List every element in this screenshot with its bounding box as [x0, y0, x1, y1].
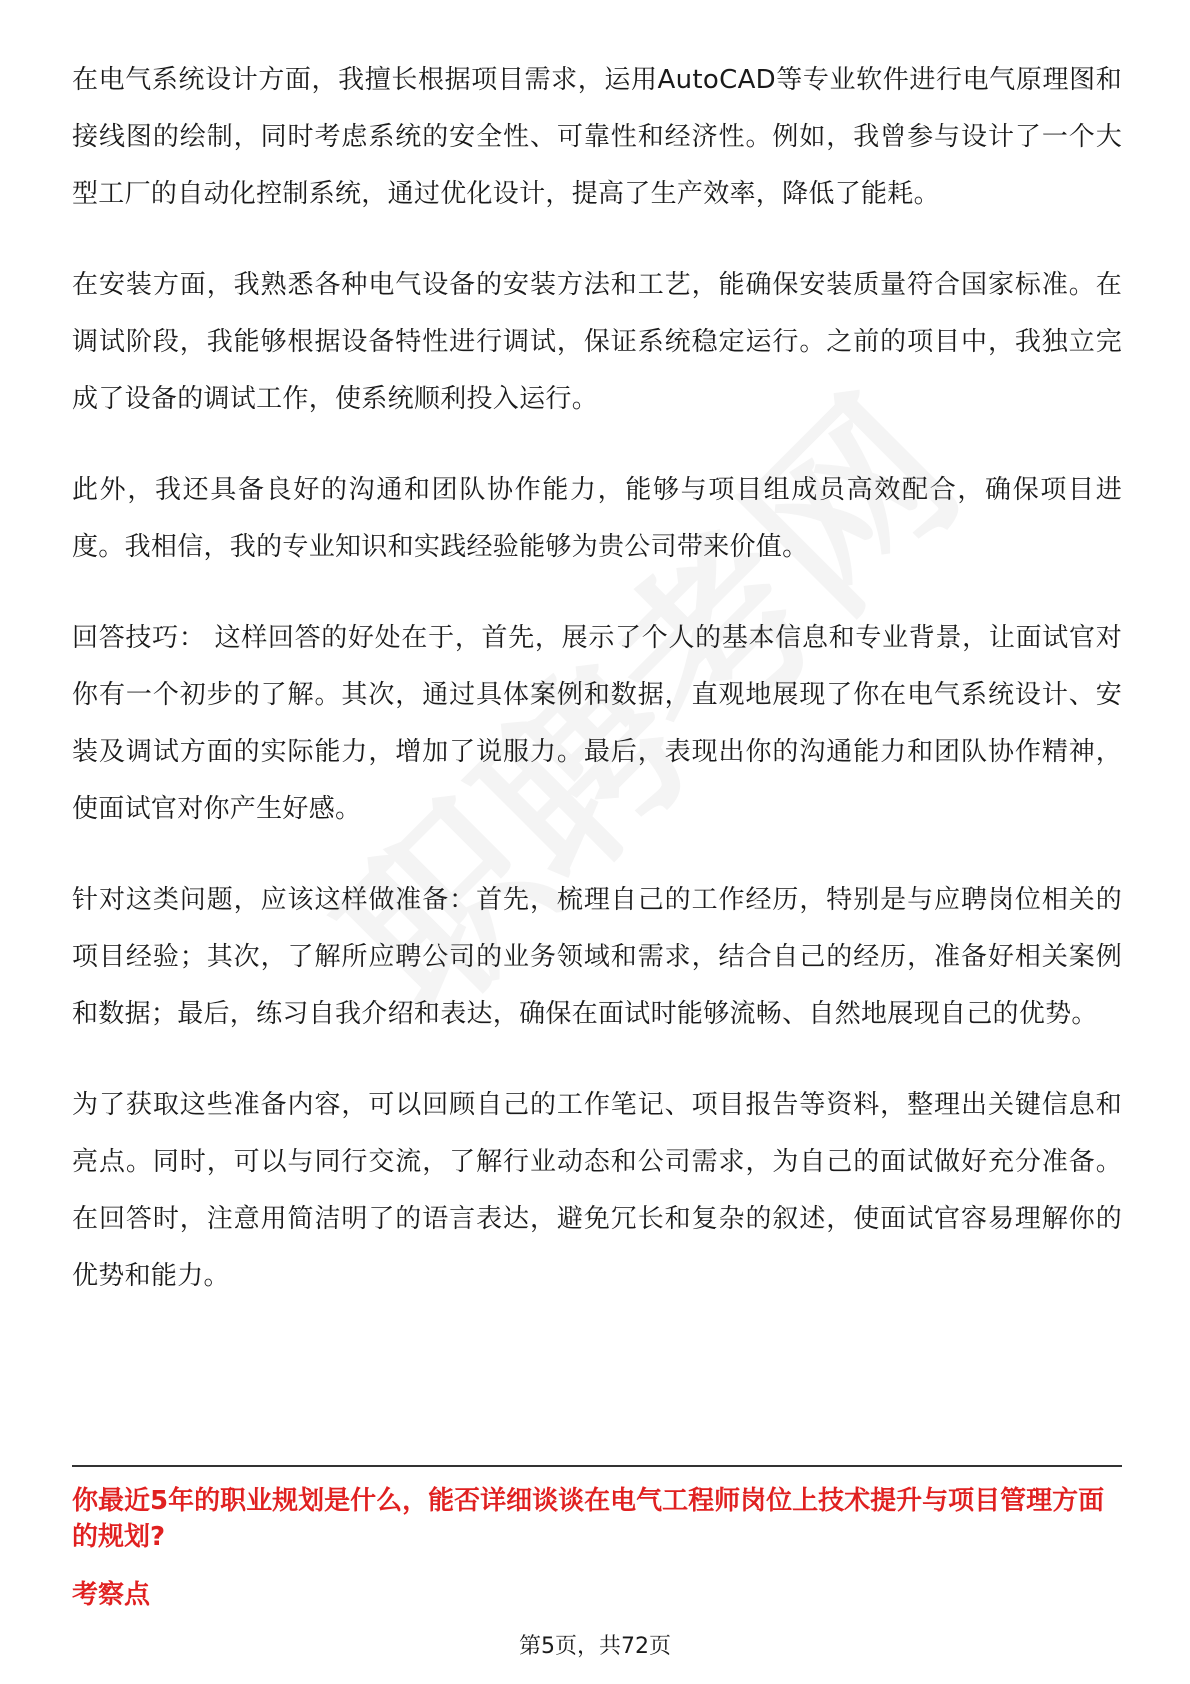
- next-section-heading: 考察点: [72, 1580, 151, 1610]
- paragraph-design: 在电气系统设计方面，我擅长根据项目需求，运用AutoCAD等专业软件进行电气原理图和接线图的绘制，同时考虑系统的安全性、可靠性和经济性。例如，我曾参与设计了一个大型工厂的自动化控制系统，通过优化设计，提高了生产效率，降低了能耗。: [72, 65, 1122, 209]
- answer-body: [72, 52, 1122, 1339]
- paragraph-materials: 为了获取这些准备内容，可以回顾自己的工作笔记、项目报告等资料，整理出关键信息和亮点。同时，可以与同行交流，了解行业动态和公司需求，为自己的面试做好充分准备。在回答时，注意用简洁明了的语言表达，避免冗长和复杂的叙述，使面试官容易理解你的优势和能力。: [72, 1090, 1122, 1291]
- paragraph-teamwork: 此外，我还具备良好的沟通和团队协作能力，能够与项目组成员高效配合，确保项目进度。我相信，我的专业知识和实践经验能够为贵公司带来价值。: [72, 475, 1122, 562]
- section-divider: [72, 1465, 1122, 1467]
- next-question-title: 你最近5年的职业规划是什么，能否详细谈谈在电气工程师岗位上技术提升与项目管理方面的规划?: [72, 1486, 1105, 1552]
- paragraph-answer-tips: 回答技巧： 这样回答的好处在于，首先，展示了个人的基本信息和专业背景，让面试官对你有一个初步的了解。其次，通过具体案例和数据，直观地展现了你在电气系统设计、安装及调试方面的实际能力，增加了说服力。最后，表现出你的沟通能力和团队协作精神，使面试官对你产生好感。: [72, 623, 1122, 824]
- paragraph-preparation: 针对这类问题，应该这样做准备：首先，梳理自己的工作经历，特别是与应聘岗位相关的项目经验；其次，了解所应聘公司的业务领域和需求，结合自己的经历，准备好相关案例和数据；最后，练习自我介绍和表达，确保在面试时能够流畅、自然地展现自己的优势。: [72, 885, 1122, 1029]
- page-number: 第5页，共72页: [519, 1634, 671, 1659]
- paragraph-installation: 在安装方面，我熟悉各种电气设备的安装方法和工艺，能确保安装质量符合国家标准。在调试阶段，我能够根据设备特性进行调试，保证系统稳定运行。之前的项目中，我独立完成了设备的调试工作，使系统顺利投入运行。: [72, 270, 1122, 414]
